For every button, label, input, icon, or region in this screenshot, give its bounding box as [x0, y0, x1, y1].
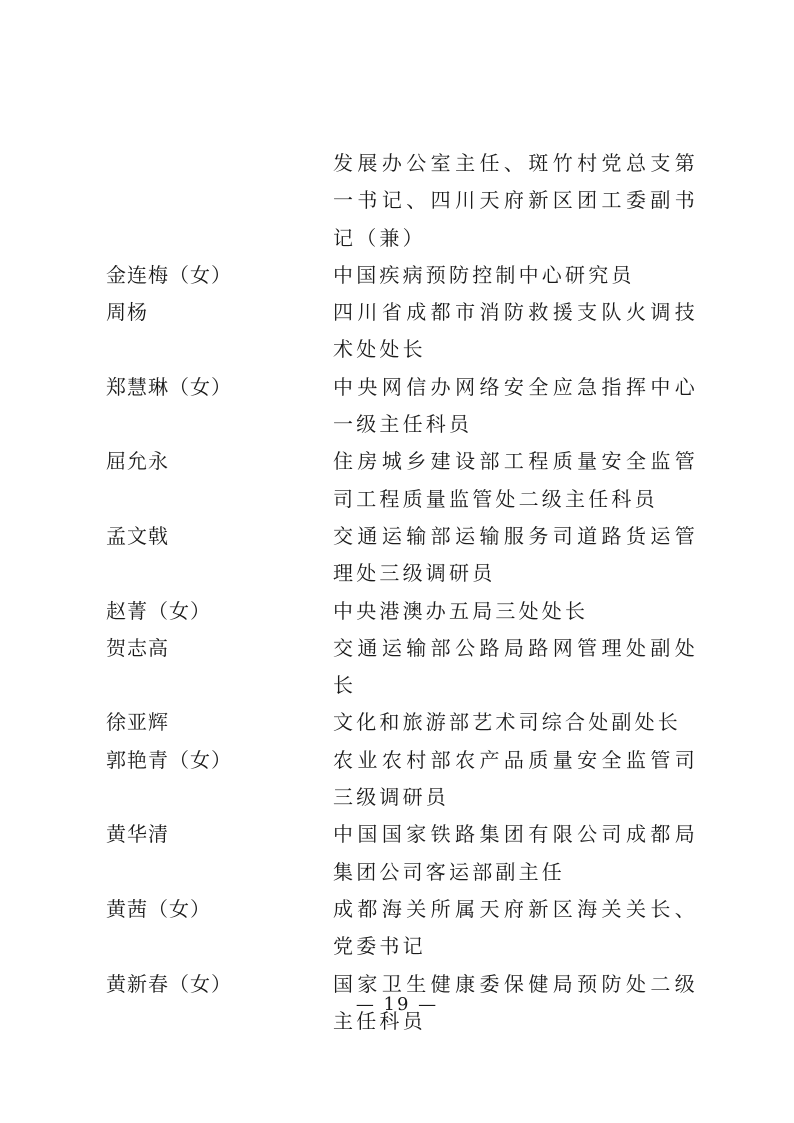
person-title: 发展办公室主任、斑竹村党总支第一书记、四川天府新区团工委副书记（兼） — [333, 151, 698, 250]
person-name: 周杨 — [106, 300, 148, 325]
list-item — [0, 704, 794, 741]
person-name: 贺志高 — [106, 635, 169, 660]
person-name: 徐亚辉 — [106, 710, 169, 735]
person-title: 农业农村部农产品质量安全监管司三级调研员 — [333, 747, 698, 810]
list-item — [0, 593, 794, 630]
list-item — [0, 816, 794, 891]
list-item — [0, 369, 794, 444]
person-name: 郑慧琳（女） — [106, 374, 232, 399]
person-title: 成都海关所属天府新区海关关长、党委书记 — [333, 896, 698, 959]
person-title: 住房城乡建设部工程质量安全监管司工程质量监管处二级主任科员 — [333, 449, 698, 511]
list-item — [0, 518, 794, 593]
person-name: 金连梅（女） — [106, 262, 232, 287]
person-title: 四川省成都市消防救援支队火调技术处处长 — [333, 300, 698, 362]
list-item — [0, 742, 794, 817]
person-name: 黄茜（女） — [106, 896, 211, 921]
list-item — [0, 145, 794, 257]
name-list — [0, 145, 794, 1040]
person-title: 中国疾病预防控制中心研究员 — [333, 262, 635, 287]
person-name: 黄新春（女） — [106, 971, 232, 996]
person-title: 文化和旅游部艺术司综合处副处长 — [333, 710, 681, 735]
person-title: 交通运输部公路局路网管理处副处长 — [333, 635, 698, 698]
person-name: 孟文戟 — [106, 523, 169, 548]
list-item — [0, 294, 794, 369]
person-title: 中央港澳办五局三处处长 — [333, 598, 589, 623]
person-name: 赵菁（女） — [106, 598, 211, 623]
person-name: 屈允永 — [106, 449, 169, 474]
person-title: 交通运输部运输服务司道路货运管理处三级调研员 — [333, 523, 698, 586]
list-item — [0, 443, 794, 518]
person-title: 中国国家铁路集团有限公司成都局集团公司客运部副主任 — [333, 822, 698, 884]
list-item — [0, 630, 794, 705]
person-title: 中央网信办网络安全应急指挥中心一级主任科员 — [333, 374, 698, 437]
page-number: — 19 — — [355, 994, 439, 1015]
person-name: 黄华清 — [106, 822, 169, 847]
list-item — [0, 257, 794, 294]
person-name: 郭艳青（女） — [106, 747, 232, 772]
list-item — [0, 891, 794, 966]
person-title: 国家卫生健康委保健局预防处二级主任科员 — [333, 971, 698, 1033]
